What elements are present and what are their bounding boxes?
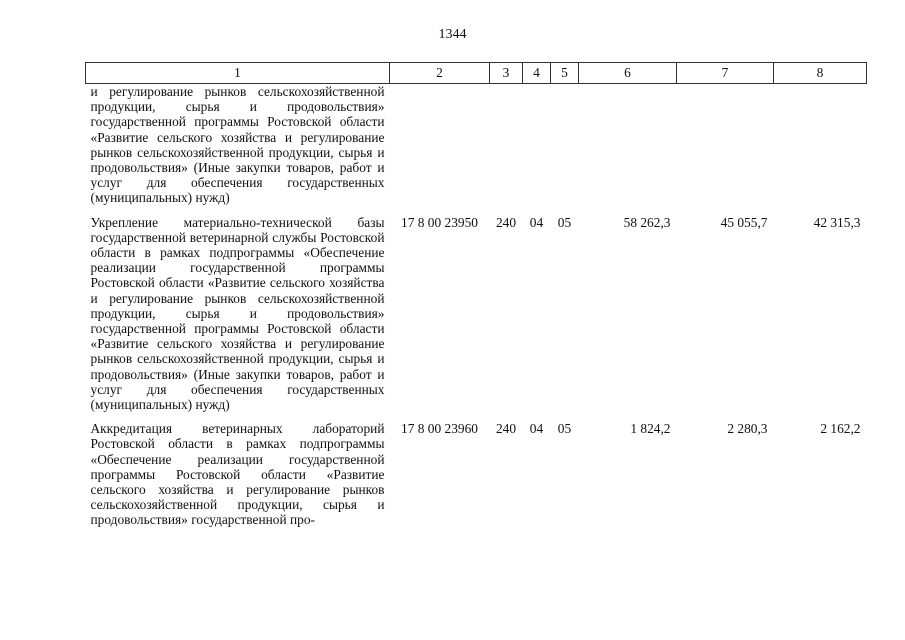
column-header: 7	[677, 63, 774, 84]
row-col5: 05	[557, 421, 572, 437]
row-col5	[551, 84, 579, 206]
row-amount-6: 58 262,3	[623, 214, 671, 230]
row-code: 17 8 00 23950	[401, 214, 478, 230]
row-col4: 04	[529, 421, 544, 437]
table-row	[86, 84, 867, 206]
row-code	[390, 84, 490, 206]
row-amount-8: 42 315,3	[813, 214, 861, 230]
row-col5: 05	[557, 214, 572, 230]
row-amount-8	[774, 84, 867, 206]
row-amount-6: 1 824,2	[630, 421, 671, 437]
row-amount-7: 45 055,7	[720, 214, 768, 230]
row-amount-8: 2 162,2	[820, 421, 861, 437]
column-header: 6	[579, 63, 677, 84]
row-amount-7: 2 280,3	[727, 421, 768, 437]
page-number: 1344	[438, 27, 467, 42]
row-col4	[523, 84, 551, 206]
column-header: 8	[774, 63, 867, 84]
column-header: 3	[490, 63, 523, 84]
row-amount-6	[579, 84, 677, 206]
column-header: 2	[390, 63, 490, 84]
row-col3: 240	[495, 214, 517, 230]
table-row	[86, 412, 867, 527]
column-header: 1	[86, 63, 390, 84]
row-description: и регулирование рынков сельскохозяйственной продукции, сырья и продовольствия» государственной программы Ростовской области «Развитие сельского хозяйства и регулирование рынков сельскохозяйственной продукции, сырья и продовольствия» (Иные закупки товаров, работ и услуг для обеспечения государственных (муниципальных) нужд)	[90, 84, 385, 206]
table-row	[86, 206, 867, 413]
row-col4: 04	[529, 214, 544, 230]
column-header: 5	[551, 63, 579, 84]
column-header: 4	[523, 63, 551, 84]
row-amount-7	[677, 84, 774, 206]
row-col3: 240	[495, 421, 517, 437]
row-description: Аккредитация ветеринарных лабораторий Ростовской области в рамках подпрограммы «Обеспечение реализации государственной программы Ростовской области «Развитие сельского хозяйства и регулирование рынков сельскохозяйственной продукции, сырья и продовольствия» государственной про-	[90, 421, 385, 528]
row-col3	[490, 84, 523, 206]
budget-table	[85, 62, 867, 528]
row-code: 17 8 00 23960	[401, 421, 478, 437]
table-header-row	[86, 63, 867, 84]
row-description: Укрепление материально-технической базы государственной ветеринарной службы Ростовской области в рамках подпрограммы «Обеспечение реализации государственной программы Ростовской области «Развитие сельского хозяйства и регулирование рынков сельскохозяйственной продукции, сырья и продовольствия» государственной программы Ростовской области «Развитие сельского хозяйства и регулирование рынков сельскохозяйственной продукции, сырья и продовольствия» (Иные закупки товаров, работ и услуг для обеспечения государственных (муниципальных) нужд)	[90, 214, 385, 413]
